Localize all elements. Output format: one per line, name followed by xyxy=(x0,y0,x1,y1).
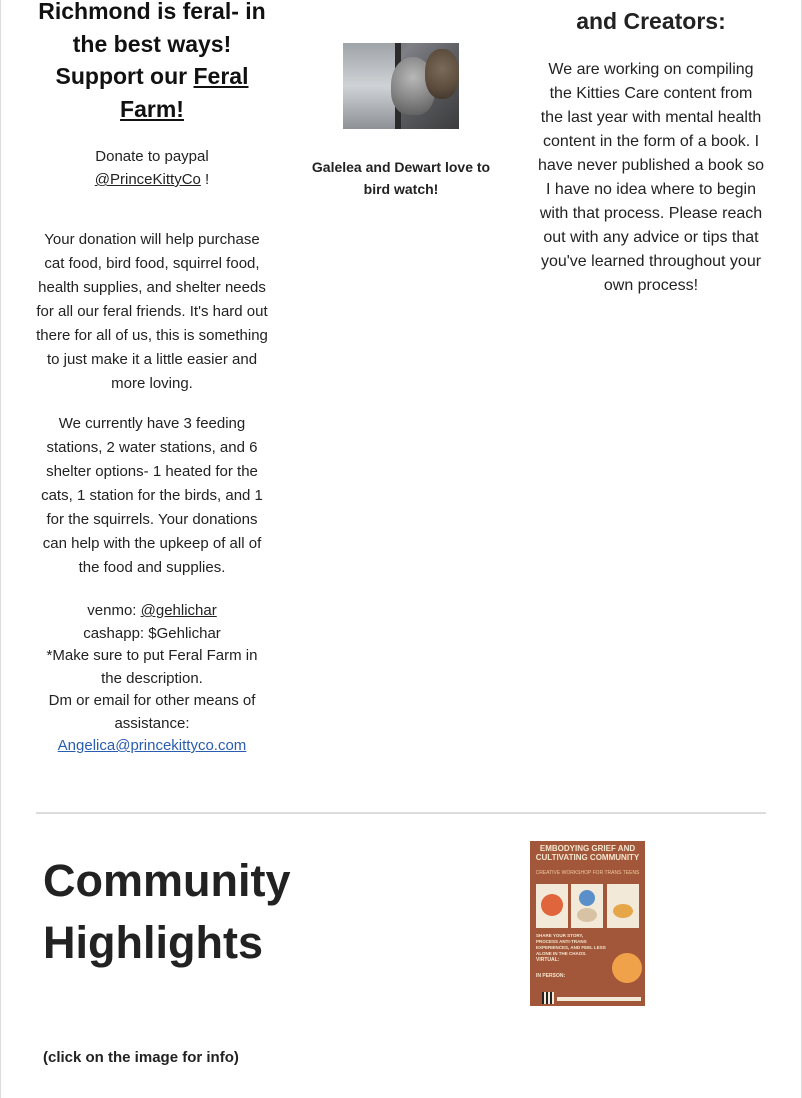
cashapp-line: cashapp: $Gehlichar xyxy=(83,624,221,642)
brown-cat-shape xyxy=(425,49,459,99)
workshop-poster-image[interactable] xyxy=(530,841,645,1006)
donate-handle-line xyxy=(36,168,268,191)
venmo-line xyxy=(36,600,268,623)
feral-farm-column xyxy=(36,0,268,758)
blue-circle-shape xyxy=(579,890,595,906)
poster-tagline: SHARE YOUR STORY, PROCESS ANTI-TRANS EXPERIENCES, AND FEEL LESS ALONE IN THE CHAOS. xyxy=(536,933,606,956)
payment-info xyxy=(36,600,268,758)
cat-photo-column xyxy=(300,0,502,200)
beige-shape xyxy=(577,908,597,922)
poster-tile-1 xyxy=(536,884,568,928)
cat-photo-caption: Galelea and Dewart love to bird watch! xyxy=(311,159,491,197)
poster-in-person-label: IN PERSON: xyxy=(536,973,566,979)
poster-badge xyxy=(612,953,642,983)
poster-url-bar xyxy=(557,997,641,1001)
creators-paragraph: We are working on compiling the Kitties Care content from the last year with mental health content in the form of a book. I have never published a book so I have no idea where to begin with that process. Please reach out with any advice or tips that you've learned throughout your own process! xyxy=(538,61,764,294)
poster-tile-3 xyxy=(607,884,639,928)
dm-text: Dm or email for other means of assistance: xyxy=(48,692,256,732)
poster-tile-2 xyxy=(571,884,603,928)
section-divider xyxy=(36,812,766,814)
feral-farm-link[interactable]: Feral Farm! xyxy=(120,63,249,122)
cat-photo xyxy=(343,43,459,129)
creators-column xyxy=(538,0,764,298)
donate-suffix: ! xyxy=(200,171,210,188)
qr-code-icon xyxy=(542,992,554,1004)
email-link[interactable]: Angelica@princekittyco.com xyxy=(57,737,247,754)
donation-purpose-paragraph: Your donation will help purchase cat food, bird food, squirrel food, health supplies, and shelter needs for all our feral friends. It's hard out there for all of us, this is something to just make it a little easier and more loving. xyxy=(36,231,268,392)
poster-virtual-label: VIRTUAL: xyxy=(536,957,560,963)
stations-paragraph: We currently have 3 feeding stations, 2 water stations, and 6 shelter options- 1 heated for the cats, 1 station for the birds, and 1 for the squirrels. Your donations can help with the upkeep of all of the food and supplies. xyxy=(41,415,263,576)
paypal-link[interactable]: @PrinceKittyCo xyxy=(94,171,201,188)
venmo-label: venmo: xyxy=(87,602,141,619)
venmo-link[interactable]: @gehlichar xyxy=(140,602,217,619)
feral-farm-heading-text: Richmond is feral- in the best ways! Support our xyxy=(38,0,266,89)
orange-circle-shape xyxy=(541,894,563,916)
donate-label: Donate to paypal xyxy=(95,148,209,165)
community-highlights-title: Community Highlights xyxy=(43,855,291,968)
description-note: *Make sure to put Feral Farm in the description. xyxy=(46,647,258,687)
poster-subtitle: CREATIVE WORKSHOP FOR TRANS TEENS xyxy=(535,870,640,876)
donate-block xyxy=(36,145,268,191)
feral-farm-heading xyxy=(36,0,268,125)
poster-title: EMBODYING GRIEF AND CULTIVATING COMMUNITY xyxy=(535,844,640,862)
yellow-shape xyxy=(613,904,633,918)
creators-heading: and Creators: xyxy=(576,8,726,34)
click-image-note: (click on the image for info) xyxy=(43,1049,239,1066)
